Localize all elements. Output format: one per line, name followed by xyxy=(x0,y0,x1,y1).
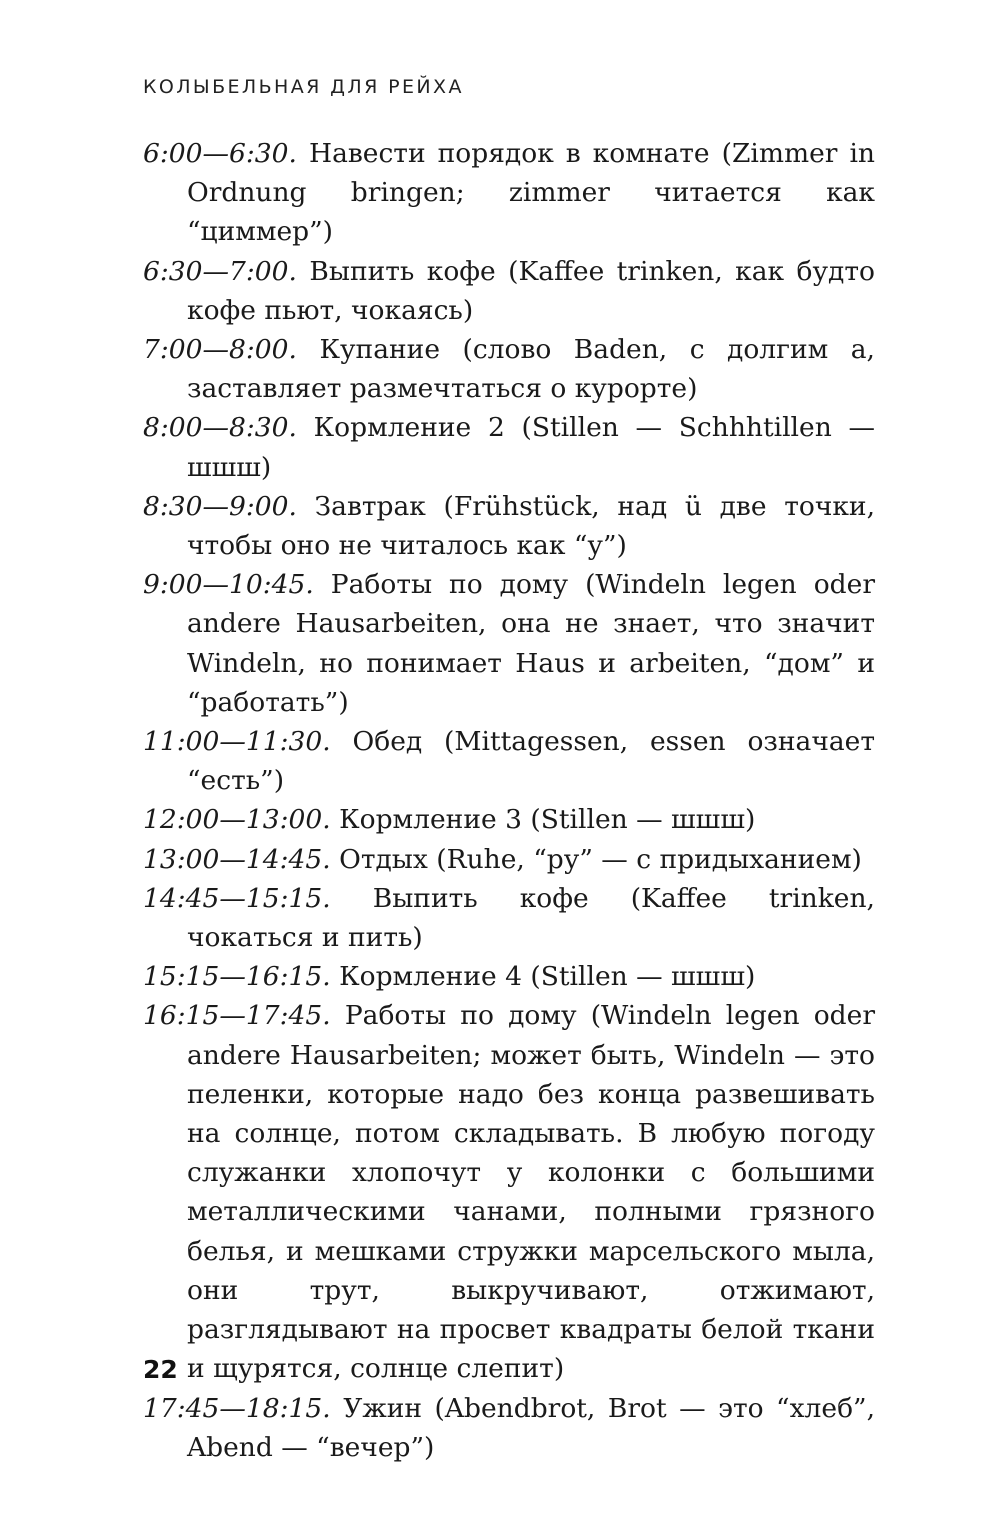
schedule-entry xyxy=(143,330,875,408)
schedule-entry xyxy=(143,996,875,1388)
schedule-entry xyxy=(143,879,875,957)
entry-text: Кормление 4 (Stillen — шшш) xyxy=(339,961,756,993)
entry-time: 14:45—15:15. xyxy=(143,882,331,914)
entry-text: Кормление 3 (Stillen — шшш) xyxy=(339,804,756,836)
entry-text: Завтрак (Frühstück, над ü две точки, чтобы оно не читалось как “у”) xyxy=(187,490,875,562)
entry-time: 8:00—8:30. xyxy=(143,412,297,444)
schedule-entry xyxy=(143,408,875,486)
entry-time: 12:00—13:00. xyxy=(143,804,331,836)
schedule-entry xyxy=(143,800,875,839)
schedule-entry xyxy=(143,252,875,330)
entry-time: 6:30—7:00. xyxy=(143,255,297,287)
schedule-entry xyxy=(143,565,875,722)
entry-text: Отдых (Ruhe, “ру” — с придыханием) xyxy=(339,843,862,875)
entry-time: 15:15—16:15. xyxy=(143,961,331,993)
schedule-entry xyxy=(143,134,875,252)
entry-time: 13:00—14:45. xyxy=(143,843,331,875)
entry-text: Ужин (Abendbrot, Brot — это “хлеб”, Abend — “вечер”) xyxy=(187,1392,875,1463)
schedule-list xyxy=(143,134,875,1467)
page-number: 22 xyxy=(143,1355,178,1384)
entry-time: 6:00—6:30. xyxy=(143,138,297,169)
running-header: КОЛЫБЕЛЬНАЯ ДЛЯ РЕЙХА xyxy=(143,76,464,98)
entry-time: 8:30—9:00. xyxy=(143,490,297,522)
schedule-entry xyxy=(143,957,875,996)
entry-time: 9:00—10:45. xyxy=(143,569,314,601)
schedule-entry xyxy=(143,1389,875,1467)
entry-time: 7:00—8:00. xyxy=(143,334,297,366)
schedule-entry xyxy=(143,722,875,800)
entry-text: Кормление 2 (Stillen — Schhhtillen — шшш) xyxy=(187,412,875,483)
entry-text: Навести порядок в комнате (Zimmer in Ordnung bringen; zimmer читается как “циммер”) xyxy=(187,138,875,248)
schedule-entry xyxy=(143,487,875,565)
schedule-entry xyxy=(143,840,875,879)
entry-text: Купание (слово Baden, с долгим a, заставляет размечтаться о курорте) xyxy=(187,334,875,405)
entry-text: Работы по дому (Windeln legen oder andere Hausarbeiten; может быть, Windeln — это пеленки, которые надо без конца развешивать на солнце, потом складывать. В любую погоду служанки хлопочут у колонки с большими металлическими чанами, полными грязного белья, и мешками стружки марсельского мыла, они трут, выкручивают, отжимают, разглядывают на просвет квадраты белой ткани и щурятся, солнце слепит) xyxy=(187,1000,875,1385)
entry-text: Обед (Mittagessen, essen означает “есть”) xyxy=(187,726,875,797)
entry-text: Работы по дому (Windeln legen oder andere Hausarbeiten, она не знает, что значит Windeln, но понимает Haus и arbeiten, “дом” и “работать”) xyxy=(187,569,875,718)
entry-text: Выпить кофе (Kaffee trinken, чокаться и пить) xyxy=(187,882,875,954)
entry-time: 16:15—17:45. xyxy=(143,1000,331,1032)
entry-time: 17:45—18:15. xyxy=(143,1392,331,1424)
entry-text: Выпить кофе (Kaffee trinken, как будто кофе пьют, чокаясь) xyxy=(187,255,875,326)
entry-time: 11:00—11:30. xyxy=(143,726,331,758)
